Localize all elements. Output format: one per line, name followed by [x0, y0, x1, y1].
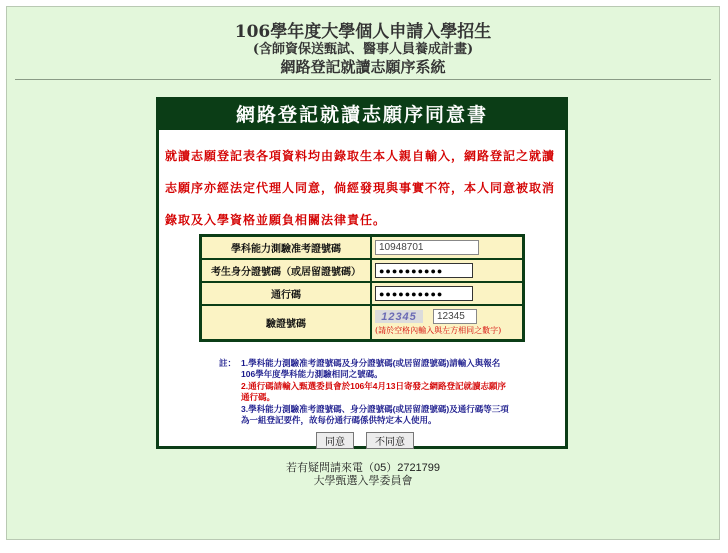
passcode-input[interactable]: ●●●●●●●●●●	[375, 286, 473, 301]
system-name: 網路登記就讀志願序系統	[280, 58, 446, 76]
contact-info: 若有疑問請來電（05）2721799	[285, 462, 441, 474]
organization-name: 大學甄選入學委員會	[313, 475, 413, 487]
page-subtitle: (含師資保送甄試、醫事人員養成計畫)	[252, 42, 474, 57]
button-group	[316, 432, 414, 449]
note-2-text: 2.通行碼請輸入甄選委員會於106年4月13日寄發之網路登記就讀志願序通行碼。	[241, 381, 506, 402]
captcha-box	[375, 309, 501, 336]
captcha-hint: (請於空格內輸入與左方相同之數字)	[375, 326, 502, 335]
exam-id-cell	[372, 237, 522, 258]
panel-title: 網路登記就讀志願序同意書	[159, 100, 565, 130]
note-2	[219, 381, 519, 403]
passcode-row	[202, 283, 522, 304]
notes-section	[219, 358, 519, 427]
passcode-cell	[372, 283, 522, 304]
note-prefix: 註：	[219, 358, 237, 368]
disagree-button[interactable]: 不同意	[366, 432, 414, 449]
exam-id-row	[202, 237, 522, 258]
note-3	[219, 404, 519, 426]
national-id-input[interactable]: ●●●●●●●●●●	[375, 263, 473, 278]
page-container	[6, 6, 720, 540]
header-divider	[15, 79, 711, 80]
consent-panel	[156, 97, 568, 449]
page-title: 106學年度大學個人申請入學招生	[234, 22, 492, 42]
national-id-cell	[372, 260, 522, 281]
captcha-row	[202, 306, 522, 339]
note-1	[219, 358, 519, 380]
note-1-text: 1.學科能力測驗准考證號碼及身分證號碼(或居留證號碼)請輸入與報名106學年度學科能力測驗相同之號碼。	[241, 358, 501, 379]
login-form	[199, 234, 525, 342]
captcha-input[interactable]: 12345	[433, 309, 477, 324]
consent-text: 就讀志願登記表各項資料均由錄取生本人親自輸入，網路登記之就讀志願序亦經法定代理人同意，倘經發現與事實不符，本人同意被取消錄取及入學資格並願負相關法律責任。	[165, 149, 556, 227]
captcha-image: 12345	[375, 310, 423, 323]
page-footer	[7, 462, 719, 488]
captcha-top	[375, 309, 501, 324]
passcode-label: 通行碼	[202, 283, 370, 304]
national-id-row	[202, 260, 522, 281]
exam-id-input[interactable]: 10948701	[375, 240, 479, 255]
exam-id-label: 學科能力測驗准考證號碼	[202, 237, 370, 258]
national-id-label: 考生身分證號碼（或居留證號碼）	[202, 260, 370, 281]
captcha-label: 驗證號碼	[202, 306, 370, 339]
agree-button[interactable]: 同意	[316, 432, 354, 449]
note-3-text: 3.學科能力測驗准考證號碼、身分證號碼(或居留證號碼)及通行碼等三項為一組登記要件，故每份通行碼係供特定本人使用。	[241, 404, 509, 425]
captcha-cell	[372, 306, 522, 339]
